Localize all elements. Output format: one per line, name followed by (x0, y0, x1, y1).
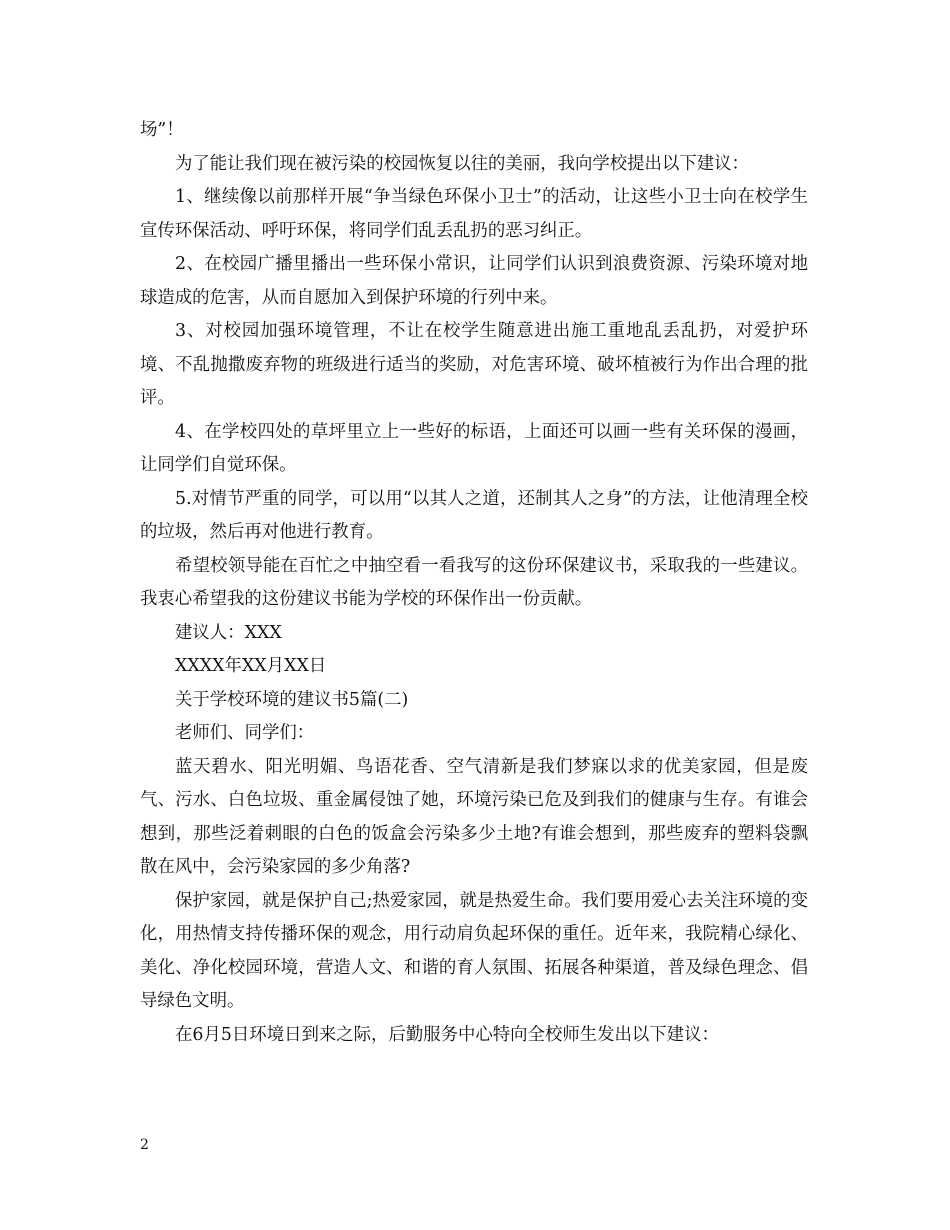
document-body (140, 114, 808, 1052)
paragraph-date: XXXX年XX月XX日 (175, 656, 327, 676)
paragraph-salutation: 老师们、同学们： (175, 723, 315, 743)
paragraph-protect-home: 保护家园，就是保护自己;热爱家园，就是热爱生命。我们要用爱心去关注环境的变化，用热情支持传播环保的观念，用行动肩负起环保的重任。近年来，我院精心绿化、美化、净化校园环境，营造人文、和谐的育人氛围、拓展各种渠道，普及绿色理念、倡导绿色文明。 (140, 890, 808, 1011)
paragraph-suggestion-2: 2、在校园广播里播出一些环保小常识，让同学们认识到浪费资源、污染环境对地球造成的危害，从而自愿加入到保护环境的行列中来。 (140, 254, 808, 308)
paragraph-suggestion-1: 1、继续像以前那样开展“争当绿色环保小卫士”的活动，让这些小卫士向在校学生宣传环保活动、呼吁环保，将同学们乱丢乱扔的恶习纠正。 (140, 187, 808, 241)
paragraph-environment-day: 在6月5日环境日到来之际，后勤服务中心特向全校师生发出以下建议： (175, 1024, 719, 1045)
paragraph-signature: 建议人：XXX (175, 622, 282, 643)
paragraph-suggestion-4: 4、在学校四处的草坪里立上一些好的标语，上面还可以画一些有关环保的漫画，让同学们自觉环保。 (140, 421, 808, 475)
paragraph-continuation: 场”！ (140, 120, 184, 140)
section-title: 关于学校环境的建议书5篇(二) (175, 689, 409, 710)
paragraph-intro: 为了能让我们现在被污染的校园恢复以往的美丽，我向学校提出以下建议： (175, 153, 749, 174)
page-number: 2 (140, 1137, 149, 1153)
paragraph-hope: 希望校领导能在百忙之中抽空看一看我写的这份环保建议书，采取我的一些建议。我衷心希望我的这份建议书能为学校的环保作出一份贡献。 (140, 555, 808, 609)
paragraph-environment: 蓝天碧水、阳光明媚、鸟语花香、空气清新是我们梦寐以求的优美家园，但是废气、污水、白色垃圾、重金属侵蚀了她，环境污染已危及到我们的健康与生存。有谁会想到，那些泛着刺眼的白色的饭盒会污染多少土地?有谁会想到，那些废弃的塑料袋飘散在风中，会污染家园的多少角落? (140, 756, 808, 877)
paragraph-suggestion-3: 3、对校园加强环境管理，不让在校学生随意进出施工重地乱丢乱扔，对爱护环境、不乱抛撒废弃物的班级进行适当的奖励，对危害环境、破坏植被行为作出合理的批评。 (140, 321, 808, 408)
paragraph-suggestion-5: 5.对情节严重的同学，可以用“以其人之道，还制其人之身”的方法，让他清理全校的垃圾，然后再对他进行教育。 (140, 488, 808, 542)
